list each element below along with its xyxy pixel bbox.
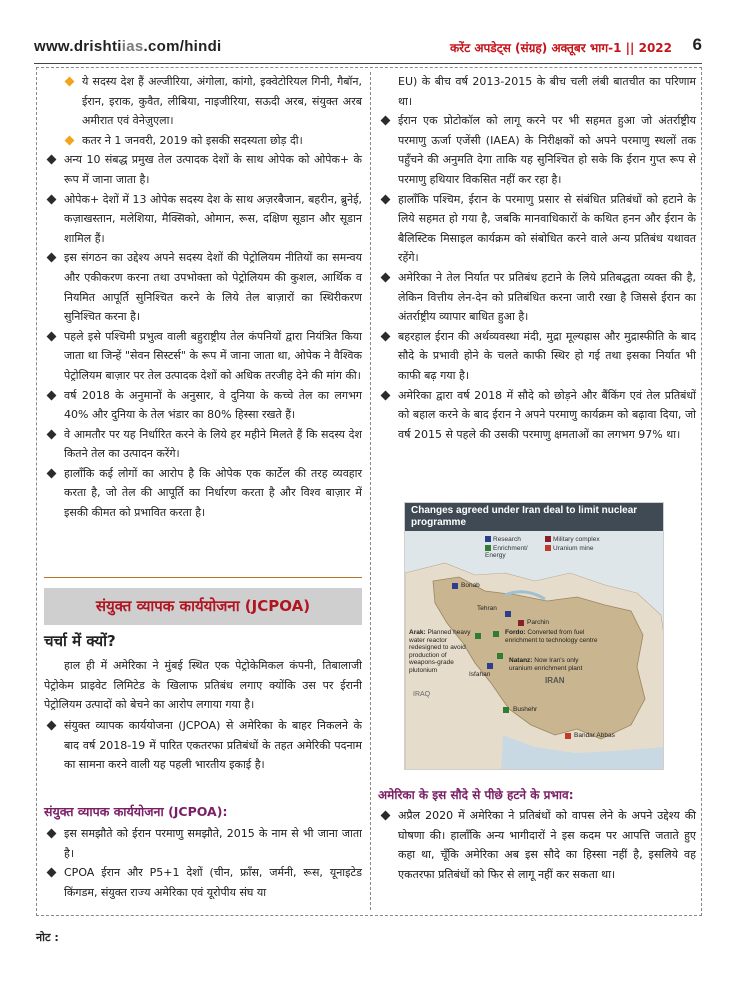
list-item: अमेरिका द्वारा वर्ष 2018 में सौदे को छोड़ने और बैंकिंग एवं तेल प्रतिबंधों को बहाल करने के बाद ईरान ने अपने परमाणु कार्यक्रम को बढ़ावा दिया, जो वर्ष 2015 से पहले की उसकी परमाणु क्षमताओं का लगभग 97% था। [378,386,696,445]
marker-bonab [452,583,458,589]
marker-bushehr [503,707,509,713]
marker-fordo [493,631,499,637]
list-item: अप्रैल 2020 में अमेरिका ने प्रतिबंधों को वापस लेने के अपने उद्देश्य की घोषणा की। हालाँकि अन्य भागीदारों ने इस कदम पर आपत्ति जताते हुए कहा था, चूँकि अमेरिका अब इस सौदे का हिस्सा नहीं है, इसलिये वह एकतरफा प्रतिबंधों को फिर से लागू नहीं कर सकता था। [378,806,696,884]
natanz-text: Now Iran's only uranium enrichment plant [509,657,583,672]
legend-enrichment [485,545,539,559]
list-item: इस संगठन का उद्देश्य अपने सदस्य देशों की पेट्रोलियम नीतियों का समन्वय और एकीकरण करना तथा उपभोक्ता को पेट्रोलियम की कुशल, आर्थिक व नियमित आपूर्ति सुनिश्चित करने के लिये तेल बाज़ारों का स्थिरीकरण सुनिश्चित करना है। [44,248,362,326]
heading-jcpoa: संयुक्त व्यापक कार्ययोजना (JCPOA): [44,804,228,819]
effect-bullet-block [378,806,696,884]
legend-uranium [545,545,593,552]
charcha-paragraph: हाल ही में अमेरिका ने मुंबई स्थित एक पेट्रोकेमिकल कंपनी, तिबालाजी पेट्रोकेम प्राइवेट लिमिटेड के खिलाफ प्रतिबंध लगाए क्योंकि उस पर ईरानी पेट्रोलियम उत्पादों को बेचने का आरोप लगाया गया है। [44,659,362,712]
arak-text: Planned heavy water reactor redesigned to avoid production of weapons-grade plutonium [409,629,471,674]
list-item: इस समझौते को ईरान परमाणु समझौते, 2015 के नाम से भी जाना जाता है। [44,824,362,863]
charcha-bullet-block [44,716,362,775]
list-item: वर्ष 2018 के अनुमानों के अनुसार, वे दुनिया के कच्चे तेल का लगभग 40% और दुनिया के तेल भंडार का 80% हिस्सा रखते हैं। [44,386,362,425]
site-url-highlight: ias [121,38,144,55]
legend-swatch [485,545,491,551]
list-item: ईरान एक प्रोटोकॉल को लागू करने पर भी सहमत हुआ जो अंतर्राष्ट्रीय परमाणु ऊर्जा एजेंसी (IAEA) के निरीक्षकों को अपने परमाणु स्थलों तक पहुँचने की अनुमति देगा ताकि यह सुनिश्चित हो सके कि ईरान गुप्त रूप से परमाणु हथियार विकसित नहीं कर रहा है। [378,111,696,189]
site-url-part: www.drishti [34,38,122,55]
site-url[interactable] [34,38,222,55]
list-item: बहरहाल ईरान की अर्थव्यवस्था मंदी, मुद्रा मूल्यह्रास और मुद्रास्फीति के बाद सौदे के प्रभावी होने के चलते काफी स्थिर हो गई तथा इसका निर्यात भी काफी बढ़ गया है। [378,327,696,386]
arak-name: Arak: [409,629,426,636]
left-column [44,72,362,523]
jcpoa-bullet-block [44,824,362,902]
list-item: पहले इसे पश्चिमी प्रभुत्व वाली बहुराष्ट्रीय तेल कंपनियों द्वारा नियंत्रित किया जाता था जिन्हें "सेवन सिस्टर्स" के रूप में जाना जाता था, ओपेक ने वैश्विक पेट्रोलियम बाज़ार पर तेल उत्पादक देशों को अधिक तरजीह देने की मांग की। [44,327,362,386]
label-iran: IRAN [545,676,565,685]
marker-parchin [518,620,524,626]
legend-swatch [545,536,551,542]
legend-swatch [545,545,551,551]
qatar-sub-bullet: कतर ने 1 जनवरी, 2019 को इसकी सदस्यता छोड़ दी। [44,131,362,151]
label-iraq: IRAQ [413,691,431,698]
heading-effect: अमेरिका के इस सौदे से पीछे हटने के प्रभाव: [378,788,574,802]
list-item: अन्य 10 संबद्ध प्रमुख तेल उत्पादक देशों के साथ ओपेक को ओपेक+ के रूप में जाना जाता है। [44,150,362,189]
legend-label: Enrichment/ Energy [485,545,528,559]
label-bonab: Bonab [461,582,480,589]
marker-isfahan [487,663,493,669]
marker-tehran [505,611,511,617]
list-item: वे आमतौर पर यह निर्धारित करने के लिये हर महीने मिलते हैं कि सदस्य देश कितने तेल का उत्पादन करेंगे। [44,425,362,464]
list-item: CPOA ईरान और P5+1 देशों (चीन, फ्राँस, जर्मनी, रूस, यूनाइटेड किंगडम, संयुक्त राज्य अमेरिका एवं यूरोपीय संघ या [44,863,362,902]
list-item: हालाँकि पश्चिम, ईरान के परमाणु प्रसार से संबंधित प्रतिबंधों को हटाने के लिये सहमत हो गया है, जबकि मानवाधिकारों के कथित हनन और ईरान के बैलिस्टिक मिसाइल कार्यक्रम को संबोधित करने वाले अन्य प्रतिबंध यथावत रहेंगे। [378,190,696,268]
marker-arak [475,633,481,639]
label-fordo [505,629,613,644]
label-parchin: Parchin [527,619,550,626]
issue-title: करेंट अपडेट्स (संग्रह) अक्तूबर भाग-1 || 2022 [449,41,672,55]
iran-nuclear-map [404,502,664,770]
legend-swatch [485,536,491,542]
section-rule [44,577,362,578]
legend-research [485,536,521,543]
section-banner: संयुक्त व्यापक कार्ययोजना (JCPOA) [44,588,362,625]
page-number: 6 [692,35,702,54]
heading-charcha: चर्चा में क्यों? [44,632,116,650]
page-header [34,34,702,60]
list-item: संयुक्त व्यापक कार्ययोजना (JCPOA) से अमेरिका के बाहर निकलने के बाद वर्ष 2018-19 में पारित एकतरफा प्रतिबंधों के तहत अमेरिकी पदनाम का सामना करने वाली यह पहली भारतीय इकाई है। [44,716,362,775]
fordo-text: Converted from fuel enrichment to technology centre [505,629,598,644]
members-sub-bullet: ये सदस्य देश हैं अल्जीरिया, अंगोला, कांगो, इक्वेटोरियल गिनी, गैबॉन, ईरान, इराक, कुवैत, लीबिया, नाइजीरिया, सऊदी अरब, संयुक्त अरब अमीरात एवं वेनेज़ुएला। [44,72,362,131]
label-bushehr: Bushehr [513,706,538,713]
legend-label: Uranium mine [553,545,594,552]
legend-military [545,536,600,543]
list-item: ओपेक+ देशों में 13 ओपेक सदस्य देश के साथ अज़रबैजान, बहरीन, ब्रुनेई, कज़ाखस्तान, मलेशिया, मैक्सिको, ओमान, रूस, दक्षिण सूडान और सूडान शामिल हैं। [44,190,362,249]
site-url-part: .com/hindi [143,38,222,55]
legend-label: Research [493,536,521,543]
continuation-text: EU) के बीच वर्ष 2013-2015 के बीच चली लंबी बातचीत का परिणाम था। [398,75,696,108]
label-tehran: Tehran [477,605,497,612]
header-rule [34,63,702,64]
marker-natanz [497,653,503,659]
label-natanz [509,657,599,672]
legend-label: Military complex [553,536,600,543]
natanz-name: Natanz: [509,657,533,664]
right-column [378,72,696,444]
label-isfahan: Isfahan [469,671,491,678]
label-arak [409,629,473,674]
label-bandar-abbas: Bandar Abbas [574,732,615,739]
map-title: Changes agreed under Iran deal to limit nuclear programme [405,503,664,531]
fordo-name: Fordo: [505,629,526,636]
list-item: हालाँकि कई लोगों का आरोप है कि ओपेक एक कार्टेल की तरह व्यवहार करता है, जो तेल की आपूर्ति का निर्धारण करता है और विश्व बाज़ार में इसकी कीमत को प्रभावित करता है। [44,464,362,523]
list-item: अमेरिका ने तेल निर्यात पर प्रतिबंध हटाने के लिये प्रतिबद्धता व्यक्त की है, लेकिन वित्तीय लेन-देन को प्रतिबंधित करना जारी रखा है जिससे ईरान का अंतर्राष्ट्रीय व्यापार बाधित हुआ है। [378,268,696,327]
marker-bandar-abbas [565,733,571,739]
column-divider [370,72,371,910]
footer-note: नोट : [36,931,59,944]
